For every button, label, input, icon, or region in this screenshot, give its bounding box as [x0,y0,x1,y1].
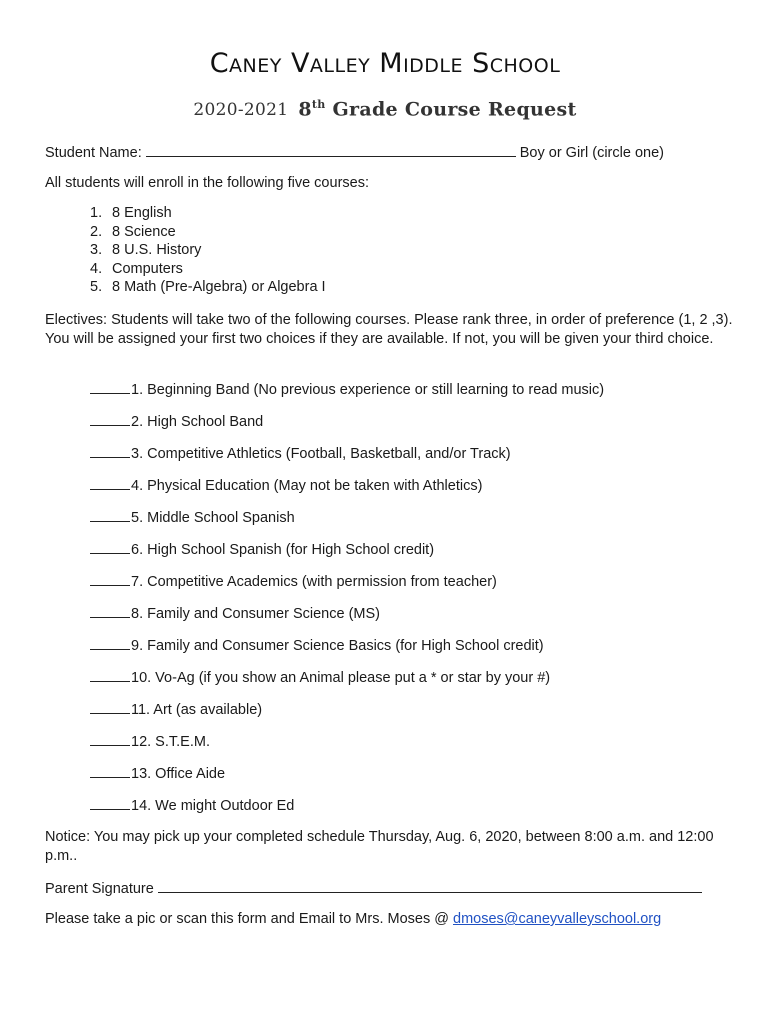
elective-item: 4. Physical Education (May not be taken with Athletics) [90,476,482,495]
pickup-notice: Notice: You may pick up your completed schedule Thursday, Aug. 6, 2020, between 8:00 a.m. and 12:00 p.m.. [45,829,714,864]
required-intro: All students will enroll in the following five courses: [45,175,369,191]
elective-item: 5. Middle School Spanish [90,508,295,527]
rank-blank[interactable] [90,380,130,394]
elective-item: 7. Competitive Academics (with permission from teacher) [90,572,497,591]
rank-blank[interactable] [90,636,130,650]
parent-signature-field[interactable] [158,878,702,893]
elective-item: 10. Vo-Ag (if you show an Animal please put a * or star by your #) [90,668,550,687]
student-name-row [45,142,664,162]
elective-item: 3. Competitive Athletics (Football, Basketball, and/or Track) [90,444,511,463]
rank-blank[interactable] [90,508,130,522]
grade-suffix: th [311,98,326,111]
form-title: Grade Course Request [332,98,577,121]
rank-blank[interactable] [90,412,130,426]
parent-signature-row [45,878,706,898]
parent-signature-label: Parent Signature [45,881,154,897]
list-item: 1. 8 English [90,205,172,221]
elective-item: 6. High School Spanish (for High School credit) [90,540,434,559]
rank-blank[interactable] [90,668,130,682]
student-name-label: Student Name: [45,145,142,161]
elective-item: 1. Beginning Band (No previous experience or still learning to read music) [90,380,604,399]
electives-instructions: Electives: Students will take two of the following courses. Please rank three, in order of preference (1, 2 ,3). You will be assigned your first two choices if they are available. If not, you will be given your third choice. [45,312,733,347]
list-item: 4. Computers [90,260,183,277]
school-name: Caney Valley Middle School [209,48,561,79]
list-item: 2. 8 Science [90,223,176,240]
rank-blank[interactable] [90,732,130,746]
contact-text: Please take a pic or scan this form and Email to Mrs. Moses @ [45,911,449,927]
elective-item: 13. Office Aide [90,764,225,783]
email-link[interactable]: dmoses@caneyvalleyschool.org [453,911,662,927]
contact-row [45,910,661,928]
student-name-field[interactable] [146,142,516,157]
list-item: 3. 8 U.S. History [90,242,202,258]
rank-blank[interactable] [90,476,130,490]
rank-blank[interactable] [90,604,130,618]
elective-item: 9. Family and Consumer Science Basics (for High School credit) [90,636,544,655]
required-course-list [90,204,326,297]
rank-blank[interactable] [90,796,130,810]
rank-blank[interactable] [90,572,130,586]
rank-blank[interactable] [90,764,130,778]
elective-item: 12. S.T.E.M. [90,732,210,751]
rank-blank[interactable] [90,700,130,714]
rank-blank[interactable] [90,540,130,554]
school-year: 2020-2021 [193,100,289,121]
elective-item: 2. High School Band [90,412,263,431]
list-item: 5. 8 Math (Pre-Algebra) or Algebra I [90,279,326,295]
elective-item: 8. Family and Consumer Science (MS) [90,604,380,623]
grade-number: 8 [298,98,312,121]
gender-label: Boy or Girl (circle one) [519,145,664,161]
elective-item: 14. We might Outdoor Ed [90,796,294,815]
elective-item: 11. Art (as available) [90,700,262,719]
form-subtitle [0,98,770,120]
rank-blank[interactable] [90,444,130,458]
